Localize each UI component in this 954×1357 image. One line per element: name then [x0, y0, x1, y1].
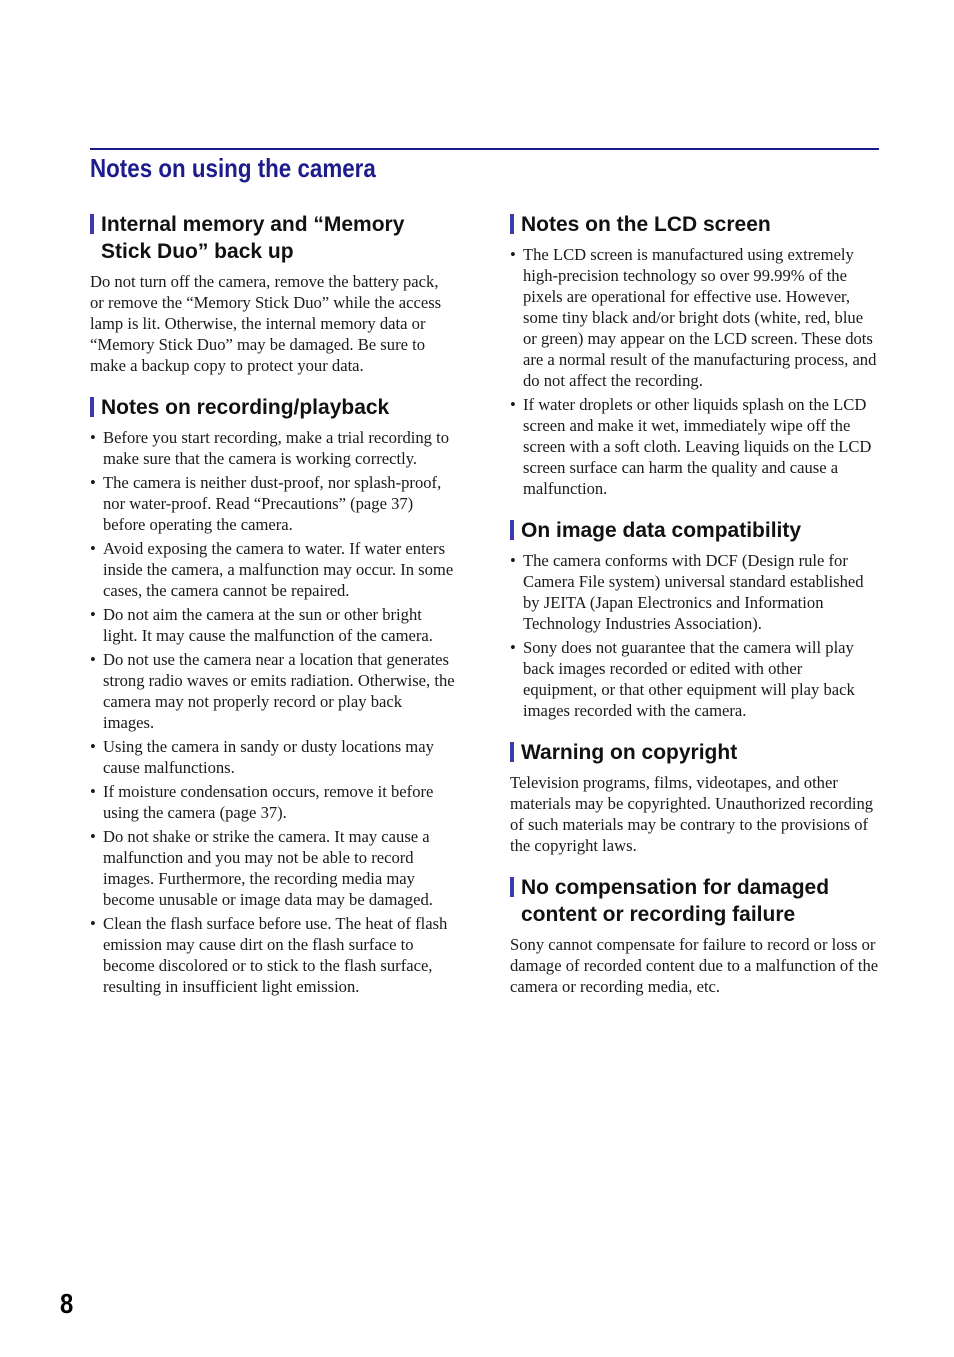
bullet: •	[90, 473, 96, 492]
bullet: •	[90, 605, 96, 624]
section-image-data-compatibility	[510, 517, 879, 721]
section-body: Television programs, films, videotapes, and other materials may be copyrighted. Unauthorized recording of such materials may be contrary to the provisions of the copyright laws.	[510, 773, 874, 855]
list-item	[90, 736, 456, 778]
right-column	[510, 211, 879, 1015]
heading-text: No compensation for damaged content or recording failure	[521, 876, 830, 926]
heading-bar	[510, 520, 514, 540]
list-item-text: If water droplets or other liquids splash on the LCD screen and make it wet, immediately wipe off the screen with a soft cloth. Leaving liquids on the LCD screen surface can harm the quality and cause a malfunction.	[523, 395, 872, 498]
bullet: •	[90, 914, 96, 933]
page-title: Notes on using the camera	[90, 153, 376, 183]
bullet: •	[90, 539, 96, 558]
section-body: Sony cannot compensate for failure to record or loss or damage of recorded content due to a malfunction of the camera or recording media, etc.	[510, 935, 879, 996]
list-item	[90, 826, 456, 910]
list-item	[90, 913, 456, 997]
heading-text: On image data compatibility	[521, 519, 802, 542]
list-item	[90, 427, 456, 469]
list-item	[90, 472, 456, 535]
heading-bar	[510, 877, 514, 897]
list-item-text: Do not aim the camera at the sun or other bright light. It may cause the malfunction of the camera.	[103, 605, 433, 645]
bullet-list	[510, 244, 879, 499]
bullet: •	[510, 395, 516, 414]
list-item	[90, 538, 456, 601]
left-column	[90, 211, 456, 1015]
list-item-text: Do not use the camera near a location that generates strong radio waves or emits radiation. Otherwise, the camera may not properly record or play back images.	[103, 650, 455, 732]
heading-bar	[510, 742, 514, 762]
section-no-compensation	[510, 874, 879, 997]
list-item	[510, 637, 879, 721]
list-item	[510, 550, 879, 634]
heading-text: Internal memory and “Memory Stick Duo” back up	[101, 213, 405, 263]
list-item-text: Avoid exposing the camera to water. If water enters inside the camera, a malfunction may occur. In some cases, the camera cannot be repaired.	[103, 539, 454, 600]
bullet: •	[510, 551, 516, 570]
list-item-text: The camera conforms with DCF (Design rule for Camera File system) universal standard established by JEITA (Japan Electronics and Information Technology Industries Association).	[523, 551, 864, 633]
bullet: •	[90, 827, 96, 846]
list-item-text: The LCD screen is manufactured using extremely high-precision technology so over 99.99% of the pixels are operational for effective use. However, some tiny black and/or bright dots (white, red, blue or green) may appear on the LCD screen. These dots are a normal result of the manufacturing process, and do not affect the recording.	[523, 245, 877, 390]
section-heading	[510, 739, 879, 766]
section-heading	[510, 517, 879, 544]
section-recording-playback	[90, 394, 456, 997]
bullet: •	[90, 650, 96, 669]
list-item-text: If moisture condensation occurs, remove it before using the camera (page 37).	[103, 782, 434, 822]
list-item	[90, 649, 456, 733]
bullet: •	[510, 638, 516, 657]
section-heading	[510, 211, 879, 238]
section-heading	[510, 874, 879, 928]
list-item-text: The camera is neither dust-proof, nor splash-proof, nor water-proof. Read “Precautions” (page 37) before operating the camera.	[103, 473, 442, 534]
list-item	[90, 604, 456, 646]
section-warning-copyright	[510, 739, 879, 856]
list-item-text: Using the camera in sandy or dusty locations may cause malfunctions.	[103, 737, 434, 777]
list-item-text: Before you start recording, make a trial recording to make sure that the camera is working correctly.	[103, 428, 450, 468]
list-item	[90, 781, 456, 823]
bullet: •	[90, 428, 96, 447]
list-item-text: Do not shake or strike the camera. It may cause a malfunction and you may not be able to record images. Furthermore, the recording media may become unusable or image data may be damaged.	[103, 827, 433, 909]
section-internal-memory	[90, 211, 456, 376]
heading-bar	[90, 214, 94, 234]
heading-text: Notes on recording/playback	[101, 396, 390, 419]
heading-bar	[90, 397, 94, 417]
list-item	[510, 394, 879, 499]
section-heading	[90, 211, 456, 265]
bullet: •	[90, 782, 96, 801]
bullet-list	[510, 550, 879, 721]
list-item-text: Sony does not guarantee that the camera will play back images recorded or edited with other equipment, or that other equipment will play back images recorded with the camera.	[523, 638, 855, 720]
heading-text: Warning on copyright	[521, 741, 738, 764]
section-lcd-screen	[510, 211, 879, 499]
bullet-list	[90, 427, 456, 997]
heading-bar	[510, 214, 514, 234]
page-number: 8	[60, 1288, 74, 1319]
list-item	[510, 244, 879, 391]
section-body: Do not turn off the camera, remove the battery pack, or remove the “Memory Stick Duo” while the access lamp is lit. Otherwise, the internal memory data or “Memory Stick Duo” may be damaged. Be sure to make a backup copy to protect your data.	[90, 272, 442, 375]
heading-text: Notes on the LCD screen	[521, 213, 771, 236]
bullet: •	[510, 245, 516, 264]
section-heading	[90, 394, 456, 421]
list-item-text: Clean the flash surface before use. The heat of flash emission may cause dirt on the flash surface to become discolored or to stick to the flash surface, resulting in insufficient light emission.	[103, 914, 448, 996]
bullet: •	[90, 737, 96, 756]
